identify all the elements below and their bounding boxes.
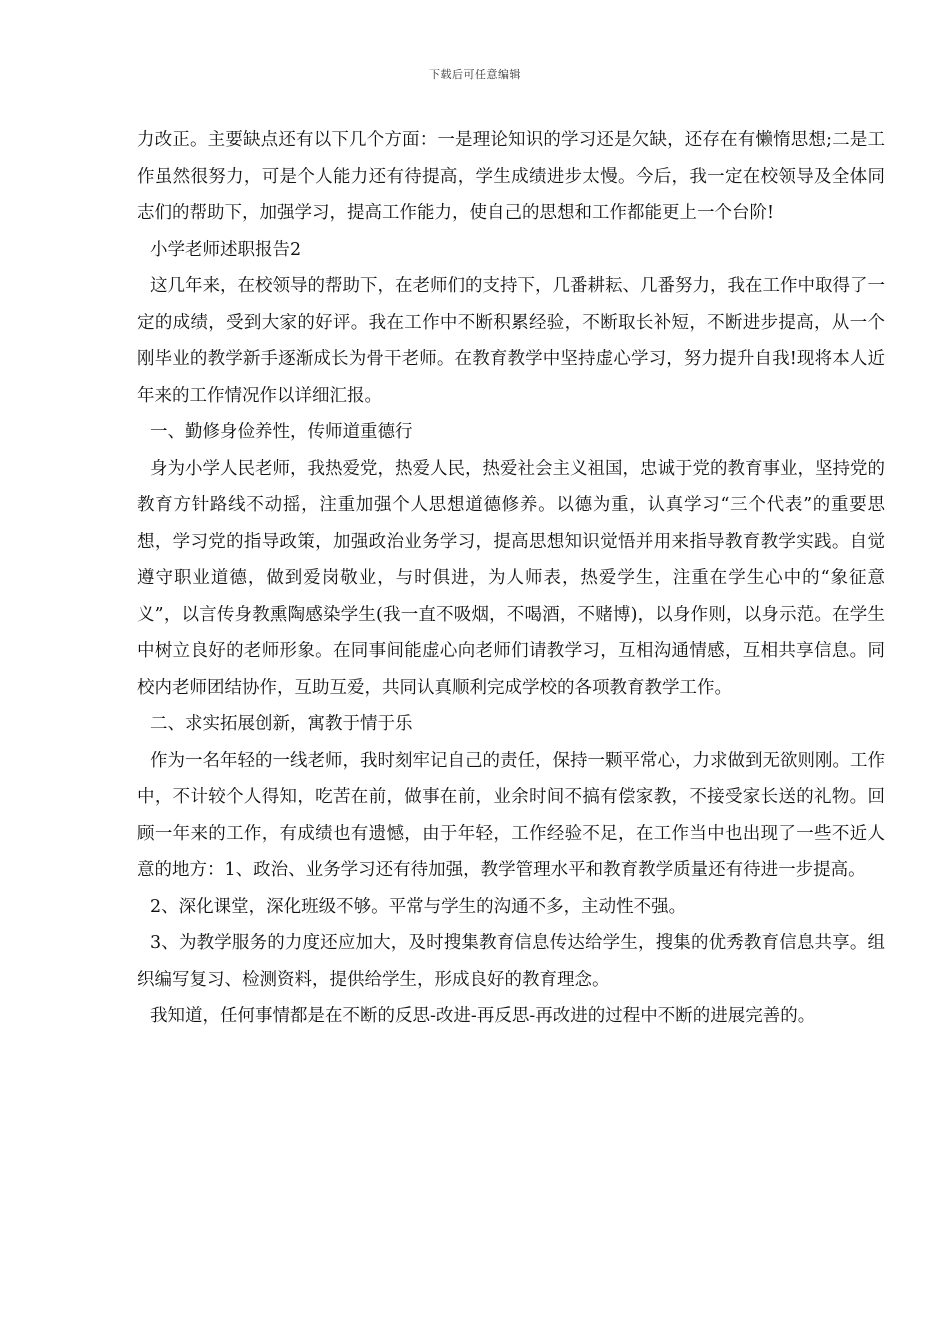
- paragraph-intro: 这几年来，在校领导的帮助下，在老师们的支持下，几番耕耘、几番努力，我在工作中取得了一定的成绩，受到大家的好评。我在工作中不断积累经验，不断取长补短，不断进步提高，从一个刚毕业的教学新手逐渐成长为骨干老师。在教育教学中坚持虚心学习，努力提升自我!现将本人近年来的工作情况作以详细汇报。: [137, 276, 885, 406]
- page-header: 下载后可任意编辑: [429, 68, 521, 81]
- list-item-2: 2、深化课堂，深化班级不够。平常与学生的沟通不多，主动性不强。: [150, 896, 687, 917]
- paragraph-continuation: 力改正。主要缺点还有以下几个方面：一是理论知识的学习还是欠缺，还存在有懒惰思想;二是工作虽然很努力，可是个人能力还有待提高，学生成绩进步太慢。今后，我一定在校领导及全体同志们的帮助下，加强学习，提高工作能力，使自己的思想和工作都能更上一个台阶!: [137, 130, 885, 223]
- list-item-3: 3、为教学服务的力度还应加大，及时搜集教育信息传达给学生，搜集的优秀教育信息共享。组织编写复习、检测资料，提供给学生，形成良好的教育理念。: [137, 933, 885, 990]
- section-heading-1: 一、勤修身俭养性，传师道重德行: [150, 422, 413, 442]
- paragraph-closing: 我知道，任何事情都是在不断的反思-改进-再反思-再改进的过程中不断的进展完善的。: [150, 1006, 816, 1026]
- paragraph-section-1: 身为小学人民老师，我热爱党，热爱人民，热爱社会主义祖国，忠诚于党的教育事业，坚持党的教育方针路线不动摇，注重加强个人思想道德修养。以德为重，认真学习“三个代表”的重要思想，学习党的指导政策，加强政治业务学习，提高思想知识觉悟并用来指导教育教学实践。自觉遵守职业道德，做到爱岗敬业，与时俱进，为人师表，热爱学生，注重在学生心中的“象征意义”，以言传身教熏陶感染学生(我一直不吸烟，不喝酒，不赌博)，以身作则，以身示范。在学生中树立良好的老师形象。在同事间能虚心向老师们请教学习，互相沟通情感，互相共享信息。同校内老师团结协作，互助互爱，共同认真顺利完成学校的各项教育教学工作。: [137, 458, 885, 698]
- section-heading-2: 二、求实拓展创新，寓教于情于乐: [150, 714, 413, 734]
- paragraph-section-2: 作为一名年轻的一线老师，我时刻牢记自己的责任，保持一颗平常心，力求做到无欲则刚。工作中，不计较个人得知，吃苦在前，做事在前，业余时间不搞有偿家教，不接受家长送的礼物。回顾一年来的工作，有成绩也有遗憾，由于年轻，工作经验不足，在工作当中也出现了一些不近人意的地方：1、政治、业务学习还有待加强，教学管理水平和教育教学质量还有待进一步提高。: [137, 750, 885, 880]
- document-body: [137, 122, 885, 1035]
- report-title: 小学老师述职报告2: [150, 239, 302, 260]
